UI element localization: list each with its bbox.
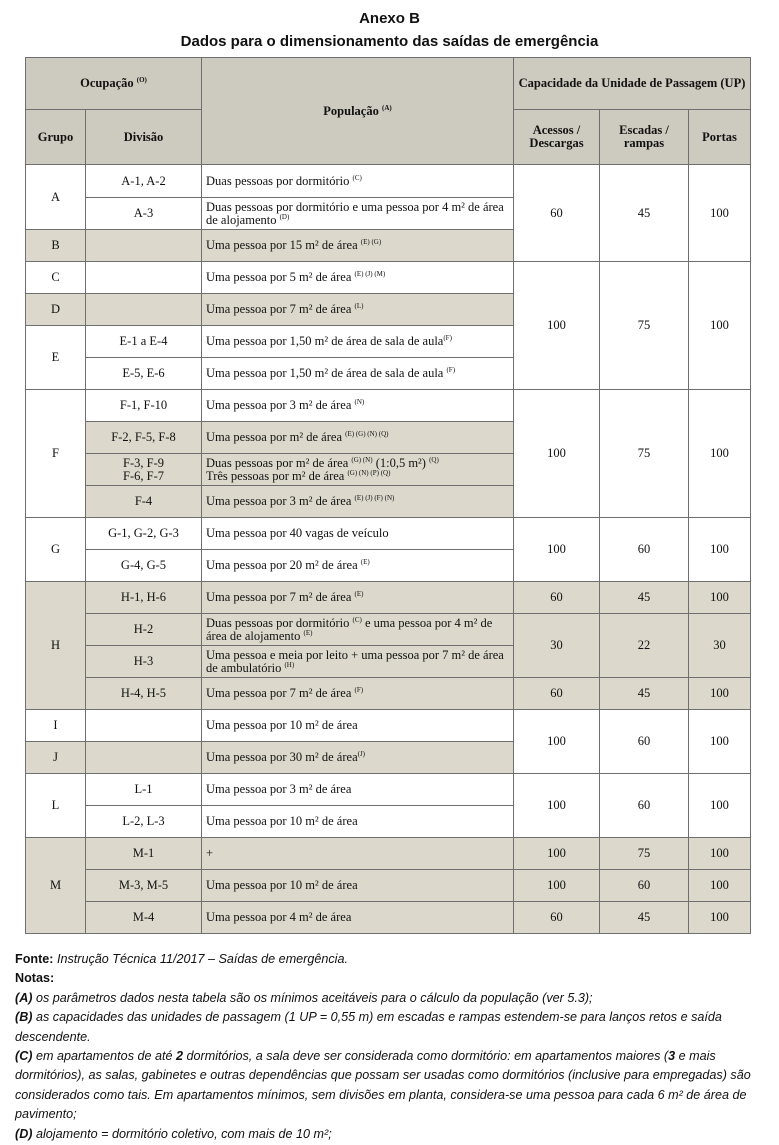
header-escadas: Escadas / rampas <box>600 110 689 165</box>
header-capacidade: Capacidade da Unidade de Passagem (UP) <box>514 58 751 110</box>
divisao-cell: F-1, F-10 <box>86 390 202 422</box>
escadas-cell: 60 <box>600 518 689 582</box>
header-ocupacao: Ocupação $^{(O)}$ <box>26 58 202 110</box>
portas-cell: 100 <box>689 390 751 518</box>
table-row <box>26 678 751 710</box>
acessos-cell: 100 <box>514 870 600 902</box>
table-row <box>26 390 751 422</box>
grupo-cell: E <box>26 326 86 390</box>
populacao-cell: Duas pessoas por dormitório $^{(C)}$ e uma pessoa por 4 m² de área de alojamento $^{(E)}$ <box>202 614 514 646</box>
note-c: (C) em apartamentos de até 2 dormitórios, a sala deve ser considerada como dormitório: em apartamentos maiores (3 e mais dormitórios), as salas, gabinetes e outras dependências que possam ser usadas como dormitórios (inclusive para empregadas) são considerados como tais. Em apartamentos mínimos, sem divisões em planta, considera-se uma pessoa para cada 6 m² de área de pavimento; <box>15 1049 751 1122</box>
portas-cell: 100 <box>689 774 751 838</box>
grupo-cell: F <box>26 390 86 518</box>
escadas-cell: 45 <box>600 902 689 934</box>
note-d: (D) alojamento = dormitório coletivo, com mais de 10 m²; <box>15 1126 332 1141</box>
divisao-cell: H-4, H-5 <box>86 678 202 710</box>
populacao-cell: Uma pessoa por 10 m² de área <box>202 710 514 742</box>
header-grupo: Grupo <box>26 110 86 165</box>
source-line: Fonte: Instrução Técnica 11/2017 – Saídas de emergência. <box>15 952 348 966</box>
portas-cell: 30 <box>689 614 751 678</box>
acessos-cell: 100 <box>514 518 600 582</box>
divisao-cell <box>86 742 202 774</box>
grupo-cell: H <box>26 582 86 710</box>
divisao-cell: E-5, E-6 <box>86 358 202 390</box>
grupo-cell: C <box>26 262 86 294</box>
populacao-cell: Uma pessoa por 7 m² de área $^{(F)}$ <box>202 678 514 710</box>
populacao-cell: Uma pessoa por 7 m² de área $^{(L)}$ <box>202 294 514 326</box>
portas-cell: 100 <box>689 518 751 582</box>
acessos-cell: 60 <box>514 902 600 934</box>
escadas-cell: 75 <box>600 390 689 518</box>
divisao-cell: H-2 <box>86 614 202 646</box>
divisao-cell <box>86 294 202 326</box>
portas-cell: 100 <box>689 678 751 710</box>
table-row <box>26 614 751 646</box>
header-acessos: Acessos / Descargas <box>514 110 600 165</box>
divisao-cell <box>86 262 202 294</box>
escadas-cell: 60 <box>600 774 689 838</box>
acessos-cell: 60 <box>514 165 600 262</box>
escadas-cell: 60 <box>600 870 689 902</box>
populacao-cell: Uma pessoa por 4 m² de área <box>202 902 514 934</box>
grupo-cell: J <box>26 742 86 774</box>
table-row <box>26 518 751 550</box>
header-portas: Portas <box>689 110 751 165</box>
populacao-cell: Uma pessoa por 15 m² de área $^{(E) (G)}$ <box>202 230 514 262</box>
portas-cell: 100 <box>689 902 751 934</box>
acessos-cell: 100 <box>514 390 600 518</box>
escadas-cell: 45 <box>600 678 689 710</box>
divisao-cell: E-1 a E-4 <box>86 326 202 358</box>
divisao-cell: G-4, G-5 <box>86 550 202 582</box>
populacao-cell: Uma pessoa por 5 m² de área $^{(E) (J) (M)}$ <box>202 262 514 294</box>
divisao-cell: F-4 <box>86 486 202 518</box>
divisao-cell: F-2, F-5, F-8 <box>86 422 202 454</box>
table-row <box>26 870 751 902</box>
escadas-cell: 75 <box>600 262 689 390</box>
divisao-cell: L-2, L-3 <box>86 806 202 838</box>
portas-cell: 100 <box>689 262 751 390</box>
table-row <box>26 774 751 806</box>
grupo-cell: M <box>26 838 86 934</box>
portas-cell: 100 <box>689 165 751 262</box>
populacao-cell: Uma pessoa por 10 m² de área <box>202 870 514 902</box>
note-b: (B) as capacidades das unidades de passagem (1 UP = 0,55 m) em escadas e rampas estendem-se para lanços retos e saída descendente. <box>15 1010 722 1044</box>
portas-cell: 100 <box>689 582 751 614</box>
acessos-cell: 60 <box>514 582 600 614</box>
populacao-cell: Uma pessoa por 7 m² de área $^{(E)}$ <box>202 582 514 614</box>
portas-cell: 100 <box>689 838 751 870</box>
escadas-cell: 45 <box>600 165 689 262</box>
exit-dimension-table <box>25 57 751 934</box>
acessos-cell: 100 <box>514 838 600 870</box>
escadas-cell: 75 <box>600 838 689 870</box>
divisao-cell: H-3 <box>86 646 202 678</box>
acessos-cell: 60 <box>514 678 600 710</box>
table-row <box>26 165 751 198</box>
populacao-cell: Uma pessoa por m² de área $^{(E) (G) (N) (Q)}$ <box>202 422 514 454</box>
populacao-cell: Uma pessoa por 1,50 m² de área de sala de aula $^{(F)}$ <box>202 358 514 390</box>
note-a: (A) os parâmetros dados nesta tabela são os mínimos aceitáveis para o cálculo da população (ver 5.3); <box>15 990 593 1005</box>
annex-subtitle: Dados para o dimensionamento das saídas de emergência <box>180 33 599 50</box>
grupo-cell: D <box>26 294 86 326</box>
populacao-cell: Uma pessoa por 3 m² de área <box>202 774 514 806</box>
populacao-cell: Uma pessoa por 40 vagas de veículo <box>202 518 514 550</box>
acessos-cell: 100 <box>514 262 600 390</box>
divisao-cell: A-1, A-2 <box>86 165 202 198</box>
table-row <box>26 902 751 934</box>
grupo-cell: B <box>26 230 86 262</box>
divisao-cell: A-3 <box>86 198 202 230</box>
notes-label: Notas: <box>15 971 55 986</box>
divisao-cell <box>86 710 202 742</box>
populacao-cell: Uma pessoa por 3 m² de área $^{(N)}$ <box>202 390 514 422</box>
grupo-cell: L <box>26 774 86 838</box>
populacao-cell: Uma pessoa por 1,50 m² de área de sala de aula$^{(F)}$ <box>202 326 514 358</box>
populacao-cell: Duas pessoas por dormitório $^{(C)}$ <box>202 165 514 198</box>
header-populacao: População $^{(A)}$ <box>202 58 514 165</box>
populacao-cell: Uma pessoa por 30 m² de área$^{(J)}$ <box>202 742 514 774</box>
annex-title: Anexo B <box>359 10 420 27</box>
divisao-cell: G-1, G-2, G-3 <box>86 518 202 550</box>
divisao-cell: M-3, M-5 <box>86 870 202 902</box>
populacao-cell: Uma pessoa por 10 m² de área <box>202 806 514 838</box>
populacao-cell: Duas pessoas por dormitório e uma pessoa por 4 m² de área de alojamento $^{(D)}$ <box>202 198 514 230</box>
grupo-cell: G <box>26 518 86 582</box>
portas-cell: 100 <box>689 870 751 902</box>
divisao-cell: M-4 <box>86 902 202 934</box>
escadas-cell: 22 <box>600 614 689 678</box>
divisao-cell: H-1, H-6 <box>86 582 202 614</box>
populacao-cell: Duas pessoas por m² de área $^{(G) (N)}$ (1:0,5 m²) $^{(Q)}$ Três pessoas por m² de área $^{(G) (N) (P) (Q)}$ <box>202 454 514 486</box>
populacao-cell: + <box>202 838 514 870</box>
acessos-cell: 100 <box>514 774 600 838</box>
notes-section <box>15 950 767 1144</box>
portas-cell: 100 <box>689 710 751 774</box>
acessos-cell: 100 <box>514 710 600 774</box>
header-divisao: Divisão <box>86 110 202 165</box>
grupo-cell: A <box>26 165 86 230</box>
escadas-cell: 45 <box>600 582 689 614</box>
escadas-cell: 60 <box>600 710 689 774</box>
divisao-cell: M-1 <box>86 838 202 870</box>
table-row <box>26 838 751 870</box>
grupo-cell: I <box>26 710 86 742</box>
table-row <box>26 582 751 614</box>
acessos-cell: 30 <box>514 614 600 678</box>
populacao-cell: Uma pessoa por 20 m² de área $^{(E)}$ <box>202 550 514 582</box>
table-row <box>26 262 751 294</box>
divisao-cell: F-3, F-9 F-6, F-7 <box>86 454 202 486</box>
divisao-cell: L-1 <box>86 774 202 806</box>
populacao-cell: Uma pessoa e meia por leito + uma pessoa por 7 m² de área de ambulatório $^{(H)}$ <box>202 646 514 678</box>
divisao-cell <box>86 230 202 262</box>
populacao-cell: Uma pessoa por 3 m² de área $^{(E) (J) (F) (N)}$ <box>202 486 514 518</box>
table-row <box>26 710 751 742</box>
